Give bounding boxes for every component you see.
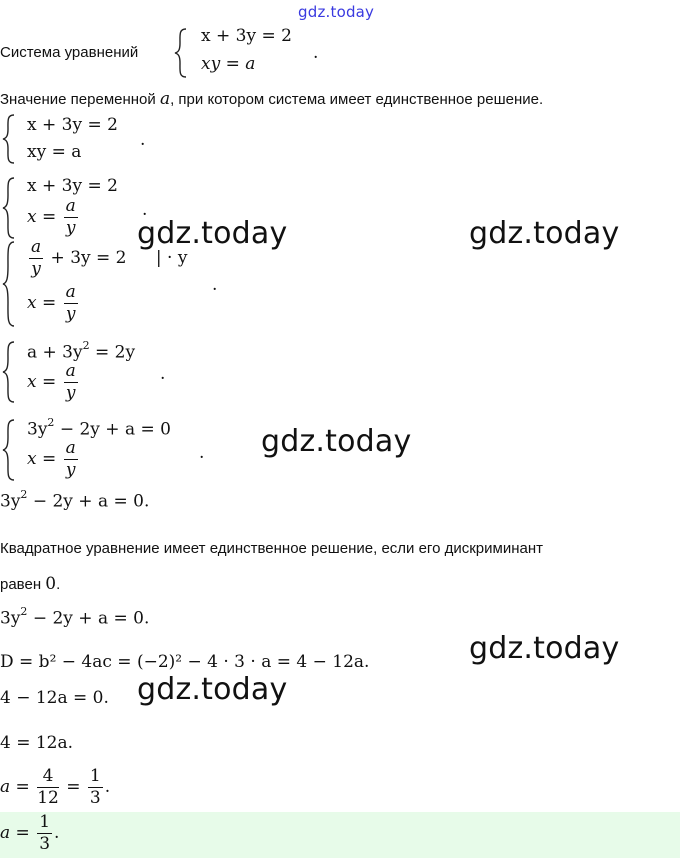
step5-eq1: $3y^2 - 2y + a = 0$: [27, 416, 171, 440]
problem-label: Система уравнений: [0, 44, 139, 61]
step5-eq2: x = $\frac{a}{y}$: [27, 438, 76, 480]
problem-eq1: x + 3y = 2: [201, 26, 292, 46]
step1-eq2: xy = a: [27, 142, 82, 162]
solution-fraction: a = $\frac{4}{12}$ = $\frac{1}{3}$ .: [0, 766, 111, 808]
explain-line1: Квадратное уравнение имеет единственное решение, если его дискриминант: [0, 540, 543, 557]
step1-end: .: [140, 130, 146, 150]
answer: a = $\frac{1}{3}$ .: [0, 812, 60, 854]
solution-line2: 4 = 12a.: [0, 733, 74, 753]
step3-end: .: [212, 275, 218, 295]
problem-eq2: xy = a: [201, 54, 256, 74]
watermark: gdz.today: [137, 216, 288, 251]
solution-line1: 4 − 12a = 0.: [0, 688, 109, 708]
step1-brace: [2, 113, 16, 165]
step2-eq1: x + 3y = 2: [27, 176, 118, 196]
watermark: gdz.today: [261, 424, 412, 459]
step4-end: .: [160, 364, 166, 384]
step2-eq2: x = $\frac{a}{y}$: [27, 196, 76, 238]
discriminant: D = b² − 4ac = (−2)² − 4 · 3 · a = 4 − 12a.: [0, 652, 370, 672]
step5-end: .: [199, 443, 205, 463]
problem-brace: [174, 27, 188, 79]
problem-end: .: [313, 43, 319, 63]
step3-eq1: $\frac{a}{y}$ + 3y = 2 | · y: [31, 237, 188, 279]
solution-quadratic: $3y^2 - 2y + a = 0$.: [0, 605, 150, 629]
task-text: Значение переменной a, при котором система имеет единственное решение.: [0, 89, 544, 109]
step4-brace: [2, 340, 16, 404]
step3-eq2: x = $\frac{a}{y}$: [27, 282, 76, 324]
step2-end: .: [142, 200, 148, 220]
answer-highlight: [0, 812, 680, 858]
step1-eq1: x + 3y = 2: [27, 115, 118, 135]
watermark: gdz.today: [469, 631, 620, 666]
step4-eq1: $a + 3y^2 = 2y$: [27, 339, 136, 363]
watermark: gdz.today: [469, 216, 620, 251]
explain-line2: равен 0.: [0, 574, 61, 594]
step4-eq2: x = $\frac{a}{y}$: [27, 361, 76, 403]
quadratic-equation: $3y^2 - 2y + a = 0$.: [0, 488, 150, 512]
step5-brace: [2, 418, 16, 482]
watermark: gdz.today: [137, 672, 288, 707]
step2-brace: [2, 176, 16, 240]
watermark-top: gdz.today: [298, 3, 375, 21]
step3-brace: [2, 240, 16, 328]
